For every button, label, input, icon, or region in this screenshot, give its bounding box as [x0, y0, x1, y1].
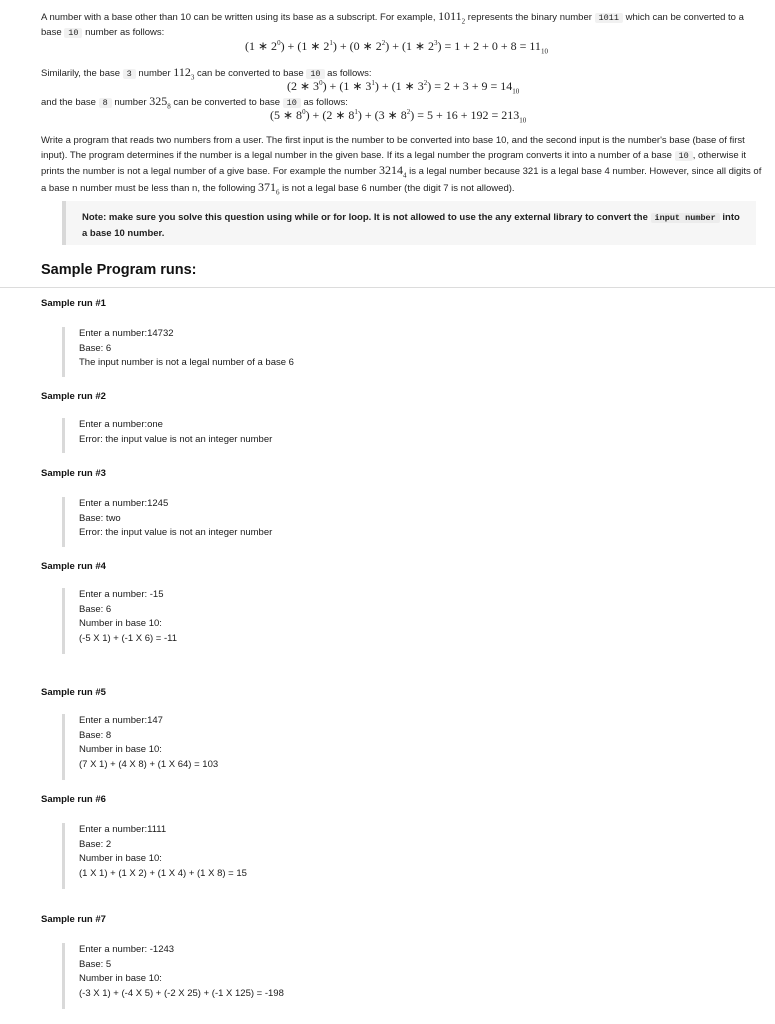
task-text: Write a program that reads two numbers from a user. The first input is the number to be converted into base 10, and the second input is the number's base (base of first input). The program determines if the number is a legal number in the given base. If its a legal number the program converts it into a number of a base	[41, 135, 745, 161]
inline-code: input number	[651, 213, 720, 223]
run-line: Enter a number:1245	[79, 498, 169, 509]
base3-number: $112_3$	[173, 65, 195, 82]
inline-code: 10	[306, 69, 324, 79]
run-line: Base: 6	[79, 603, 112, 615]
run-line: Number in base 10:	[79, 744, 162, 756]
inline-code: 1011	[595, 13, 623, 23]
inline-code: 8	[99, 98, 112, 108]
note-line: into a base 10 number.	[82, 212, 740, 239]
similar-text: can be converted to base	[194, 68, 307, 79]
task-text: , otherwise it prints the number is not a legal number of a give base. For example the number	[41, 149, 747, 177]
note-box	[62, 201, 756, 245]
run-line: Enter a number:1111	[79, 824, 167, 835]
example-legal-number: $3214_4$	[378, 163, 407, 180]
intro-text: which can be converted to a base	[41, 12, 744, 38]
run-title-6: Sample run #6	[41, 794, 106, 805]
run-line: Enter a number: -1243	[79, 944, 175, 955]
run-line: Base: 2	[79, 838, 112, 850]
run-line: The input number is not a legal number of a base 6	[79, 357, 294, 369]
run-output-1	[62, 327, 745, 377]
similar-text: Similarily, the base	[41, 68, 123, 79]
section-heading: Sample Program runs:	[41, 262, 197, 278]
run-line: Error: the input value is not an integer number	[79, 433, 273, 445]
run-output-7	[62, 943, 745, 1009]
similar-text: as follows:	[324, 68, 372, 79]
run-output-3	[62, 497, 745, 547]
example-number: $1011_2$	[438, 9, 466, 26]
run-title-2: Sample run #2	[41, 391, 106, 402]
inline-code: 10	[64, 28, 82, 38]
base8-text: can be converted to base	[170, 97, 283, 108]
run-output-5	[62, 714, 745, 780]
inline-code: 3	[123, 69, 136, 79]
inline-code: 10	[283, 98, 301, 108]
run-output-4	[62, 588, 745, 654]
run-line: (-3 X 1) + (-4 X 5) + (-2 X 25) + (-1 X 125) = -198	[79, 988, 284, 1000]
run-title-3: Sample run #3	[41, 468, 106, 479]
run-line: Base: 5	[79, 958, 112, 970]
note-text	[82, 210, 742, 241]
run-line: Enter a number:14732	[79, 328, 174, 339]
equation-base3: (2 ∗ $3^0) + (1$ ∗ $3^1) + (1$ ∗ $3^2) = 2 + 3 + 9 = 14_{10}$	[287, 79, 520, 96]
run-title-7: Sample run #7	[41, 914, 106, 925]
intro-text: A number with a base other than 10 can be written using its base as a subscript. For example,	[41, 12, 439, 23]
run-line: Base: 6	[79, 342, 112, 354]
run-output-2	[62, 418, 745, 453]
run-title-4: Sample run #4	[41, 561, 106, 572]
run-title-5: Sample run #5	[41, 687, 106, 698]
run-line: Number in base 10:	[79, 973, 162, 985]
example-illegal-number: $371_6$	[258, 179, 280, 196]
inline-code: 10	[675, 151, 693, 161]
base8-text: and the base	[41, 97, 99, 108]
run-line: (-5 X 1) + (-1 X 6) = -11	[79, 633, 178, 645]
equation-base8: (5 ∗ $8^0) + (2$ ∗ $8^1) + (3$ ∗ $8^2) = 5 + 16 + 192 = 213_{10}$	[270, 108, 527, 125]
note-line: Note: make sure you solve this question using while or for loop. It is not allowed to use the any external library to convert the	[82, 212, 651, 223]
task-text: is a legal number because 321 is a legal base 4 number. However, since all digits of a base n number must be less than n, the following	[41, 166, 762, 194]
intro-text: number as follows:	[82, 26, 165, 38]
run-line: Enter a number:147	[79, 715, 163, 726]
base8-text: as follows:	[300, 97, 348, 108]
task-paragraph	[41, 134, 766, 196]
run-line: Number in base 10:	[79, 853, 162, 865]
run-title-1: Sample run #1	[41, 298, 106, 309]
base8-number: $325_8$	[149, 94, 171, 111]
equation-binary: (1 ∗ $2^0) + (1$ ∗ $2^1) + (0$ ∗ $2^2) + (1$ ∗ $2^3) = 1 + 2 + 0 + 8 = 11_{10}$	[245, 39, 548, 56]
run-line: (1 X 1) + (1 X 2) + (1 X 4) + (1 X 8) = 15	[79, 868, 247, 880]
run-output-6	[62, 823, 745, 889]
run-line: Error: the input value is not an integer number	[79, 527, 273, 539]
run-line: Enter a number:one	[79, 419, 163, 430]
base8-text: number	[111, 97, 150, 108]
run-line: Number in base 10:	[79, 618, 162, 630]
run-line: Enter a number: -15	[79, 589, 164, 600]
intro-paragraph	[41, 9, 766, 40]
divider	[0, 287, 775, 288]
run-line: Base: two	[79, 512, 121, 524]
intro-text: represents the binary number	[465, 12, 595, 23]
similar-text: number	[135, 68, 174, 79]
run-line: Base: 8	[79, 729, 112, 741]
run-line: (7 X 1) + (4 X 8) + (1 X 64) = 103	[79, 759, 219, 771]
task-text: is not a legal base 6 number (the digit 7 is not allowed).	[279, 182, 515, 194]
